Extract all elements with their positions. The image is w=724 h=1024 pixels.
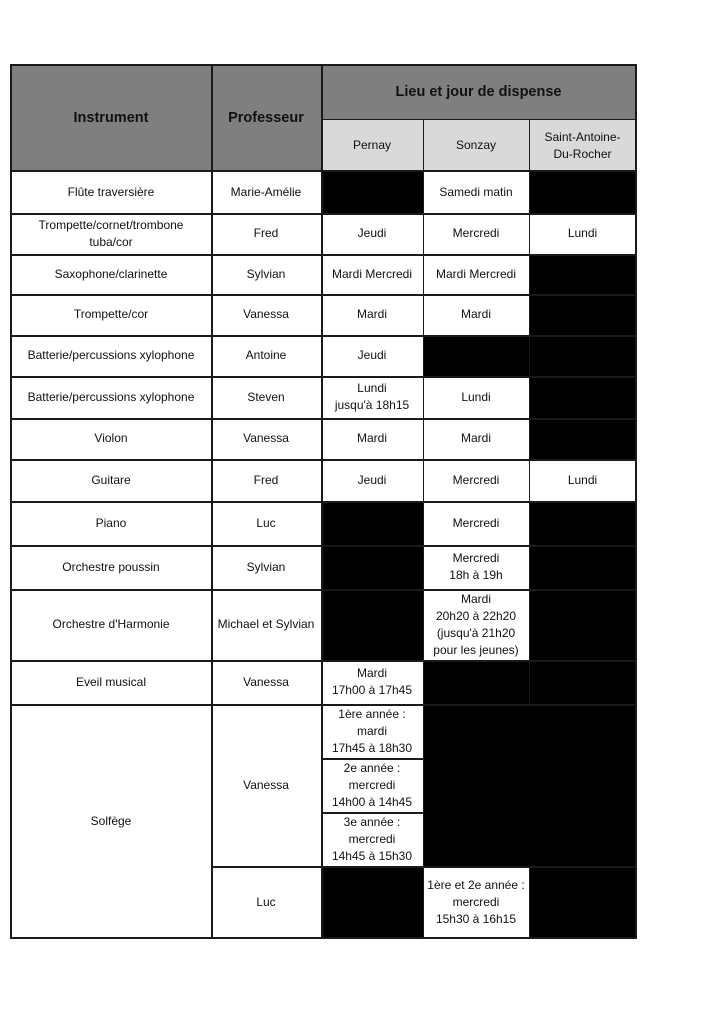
professeur-cell: Luc	[211, 501, 321, 545]
grid-line	[10, 501, 637, 503]
pernay-cell: Mardi 17h00 à 17h45	[321, 660, 423, 704]
table-border	[10, 64, 637, 66]
sonzay-cell: 1ère et 2e année : mercredi 15h30 à 16h15	[423, 866, 529, 938]
saint-cell: Lundi	[529, 459, 636, 501]
pernay-cell: 1ère année : mardi 17h45 à 18h30	[321, 704, 423, 758]
grid-line	[211, 866, 636, 868]
sonzay-cell: Mardi	[423, 294, 529, 335]
professeur-cell: Fred	[211, 213, 321, 254]
unavailable-cell	[321, 545, 423, 589]
unavailable-cell	[321, 589, 423, 660]
grid-line	[529, 866, 530, 938]
professeur-cell: Vanessa	[211, 418, 321, 459]
header-saint-antoine: Saint-Antoine- Du-Rocher	[529, 120, 636, 171]
pernay-cell: Mardi	[321, 294, 423, 335]
professeur-cell: Antoine	[211, 335, 321, 376]
instrument-cell: Piano	[11, 501, 211, 545]
grid-line	[321, 119, 636, 120]
instrument-cell: Batterie/percussions xylophone	[11, 376, 211, 418]
grid-line	[321, 812, 423, 814]
pernay-cell: 2e année : mercredi 14h00 à 14h45	[321, 758, 423, 812]
instrument-cell: Orchestre poussin	[11, 545, 211, 589]
table-border	[10, 937, 637, 939]
header-lieu: Lieu et jour de dispense	[321, 65, 636, 120]
grid-line	[10, 589, 637, 591]
grid-line	[10, 376, 637, 378]
professeur-cell: Steven	[211, 376, 321, 418]
instrument-cell: Eveil musical	[11, 660, 211, 704]
pernay-cell: Lundi jusqu'à 18h15	[321, 376, 423, 418]
header-border	[10, 170, 637, 172]
unavailable-cell	[423, 335, 529, 376]
header-pernay: Pernay	[321, 120, 423, 171]
sonzay-cell: Lundi	[423, 376, 529, 418]
unavailable-cell	[321, 866, 423, 938]
professeur-cell: Luc	[211, 866, 321, 938]
professeur-cell: Vanessa	[211, 660, 321, 704]
unavailable-cell	[529, 254, 636, 294]
unavailable-cell	[423, 704, 636, 866]
unavailable-cell	[529, 589, 636, 660]
grid-line	[10, 459, 637, 461]
professeur-cell: Sylvian	[211, 254, 321, 294]
unavailable-cell	[529, 866, 636, 938]
grid-line	[10, 418, 637, 420]
instrument-cell: Solfège	[11, 704, 211, 938]
professeur-cell: Michael et Sylvian	[211, 589, 321, 660]
grid-line	[10, 335, 637, 337]
professeur-cell: Vanessa	[211, 294, 321, 335]
header-professeur: Professeur	[211, 65, 321, 171]
professeur-cell: Fred	[211, 459, 321, 501]
grid-line	[321, 758, 423, 760]
instrument-cell: Trompette/cor	[11, 294, 211, 335]
unavailable-cell	[321, 501, 423, 545]
sonzay-cell: Mardi	[423, 418, 529, 459]
unavailable-cell	[529, 294, 636, 335]
grid-line	[423, 171, 424, 704]
grid-line	[529, 119, 530, 171]
unavailable-cell	[423, 660, 529, 704]
grid-line	[529, 171, 530, 704]
grid-line	[10, 545, 637, 547]
sonzay-cell: Mercredi	[423, 459, 529, 501]
instrument-cell: Saxophone/clarinette	[11, 254, 211, 294]
grid-line	[423, 119, 424, 171]
unavailable-cell	[529, 171, 636, 213]
sonzay-cell: Mercredi	[423, 501, 529, 545]
unavailable-cell	[321, 171, 423, 213]
sonzay-cell: Mardi Mercredi	[423, 254, 529, 294]
header-sonzay: Sonzay	[423, 120, 529, 171]
instrument-cell: Flûte traversière	[11, 171, 211, 213]
pernay-cell: Jeudi	[321, 213, 423, 254]
sonzay-cell: Mercredi	[423, 213, 529, 254]
sonzay-cell: Samedi matin	[423, 171, 529, 213]
instrument-cell: Violon	[11, 418, 211, 459]
unavailable-cell	[529, 501, 636, 545]
unavailable-cell	[529, 335, 636, 376]
unavailable-cell	[529, 418, 636, 459]
sonzay-cell: Mercredi 18h à 19h	[423, 545, 529, 589]
grid-line	[10, 213, 637, 215]
pernay-cell: Jeudi	[321, 459, 423, 501]
instrument-cell: Batterie/percussions xylophone	[11, 335, 211, 376]
unavailable-cell	[529, 545, 636, 589]
pernay-cell: 3e année : mercredi 14h45 à 15h30	[321, 812, 423, 866]
grid-line	[423, 704, 424, 938]
instrument-cell: Trompette/cornet/trombone tuba/cor	[11, 213, 211, 254]
instrument-cell: Orchestre d'Harmonie	[11, 589, 211, 660]
pernay-cell: Jeudi	[321, 335, 423, 376]
professeur-cell: Marie-Amélie	[211, 171, 321, 213]
sonzay-cell: Mardi 20h20 à 22h20 (jusqu'à 21h20 pour les jeunes)	[423, 589, 529, 660]
grid-line	[10, 660, 637, 662]
grid-line	[10, 254, 637, 256]
professeur-cell: Sylvian	[211, 545, 321, 589]
pernay-cell: Mardi	[321, 418, 423, 459]
grid-line	[10, 294, 637, 296]
pernay-cell: Mardi Mercredi	[321, 254, 423, 294]
unavailable-cell	[529, 376, 636, 418]
unavailable-cell	[529, 660, 636, 704]
header-instrument: Instrument	[11, 65, 211, 171]
saint-cell: Lundi	[529, 213, 636, 254]
instrument-cell: Guitare	[11, 459, 211, 501]
grid-line	[10, 704, 637, 706]
professeur-cell: Vanessa	[211, 704, 321, 866]
